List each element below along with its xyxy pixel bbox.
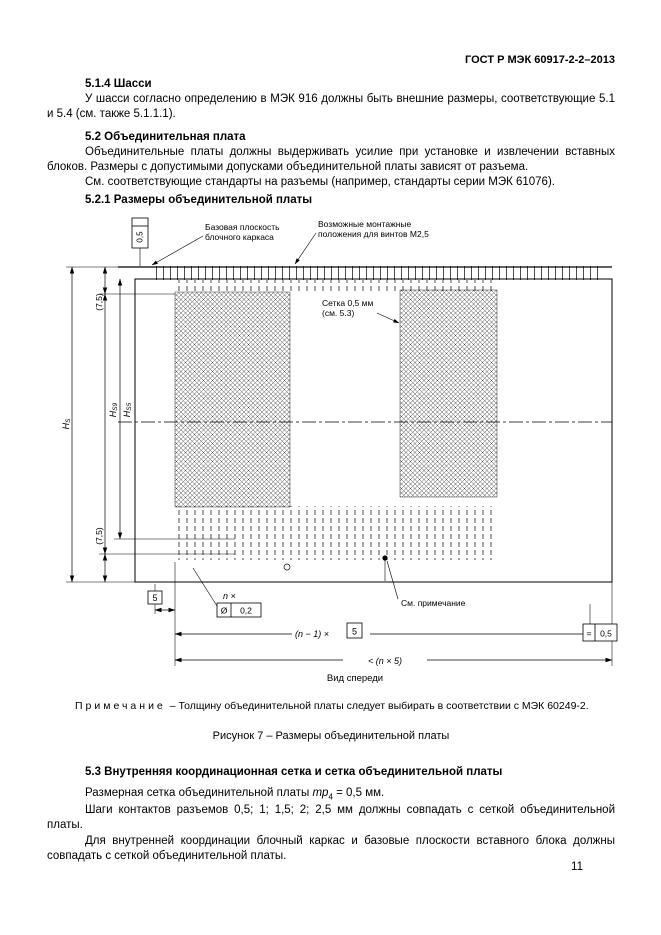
figure-7 (55, 214, 615, 692)
connector-zone-right (400, 290, 497, 497)
para-5-3-1 (47, 786, 615, 803)
dim-n-minus1-label (292, 623, 370, 641)
dim-lt-n5-label (343, 651, 427, 667)
figure-note (75, 700, 615, 714)
symmetry-symbol: = (586, 628, 592, 639)
mounting-label-line1: Возможные монтажные (318, 219, 412, 230)
dim-75-top-label: (7,5) (94, 293, 104, 312)
figure-caption: Рисунок 7 – Размеры объединительной платы (212, 730, 450, 743)
dim-5-value: 5 (152, 593, 158, 604)
heading-5-3: 5.3 Внутренняя координационная сетка и сетка объединительной платы (85, 766, 503, 779)
base-plane-label-line1: Базовая плоскость (205, 222, 280, 233)
note-text: – Толщину объединительной платы следует выбирать в соответствии с МЭК 60249-2. (169, 700, 589, 713)
n-times-label: n × (223, 591, 236, 602)
dim-5b-value: 5 (351, 626, 358, 637)
dim-hs9-label: $H_{S9}$ (108, 403, 119, 418)
note-point-marker (382, 556, 387, 561)
dim-hs5-label: $H_{S5}$ (122, 403, 133, 418)
para-5-3-1-value: = 0,5 мм. (332, 787, 385, 800)
mounting-positions-row (150, 266, 602, 280)
mp-variable: mp (312, 787, 329, 800)
top-tolerance-value: 0,5 (135, 231, 145, 243)
see-note-label: См. примечание (401, 598, 466, 609)
para-5-3-1-text: Размерная сетка объединительной платы (85, 787, 313, 800)
connector-zone-left (175, 292, 290, 507)
heading-5-2: 5.2 Объединительная плата (85, 130, 246, 143)
n-minus1-text: (n − 1) × (295, 629, 330, 640)
tolerance-frame-top (132, 218, 148, 248)
heading-5-2-1: 5.2.1 Размеры объединительной платы (85, 194, 313, 207)
dim-hs-label: $H_S$ (61, 418, 72, 430)
note-label: Примечание (75, 700, 166, 713)
diameter-value: 0,2 (240, 605, 252, 616)
grid-label-line2: (см. 5.3) (322, 308, 355, 319)
heading-5-1-4: 5.1.4 Шасси (85, 78, 152, 90)
hole-marker (284, 564, 290, 570)
mp-subscript: 4 (328, 792, 333, 802)
view-label: Вид спереди (326, 673, 384, 685)
para-5-3-2: Шаги контактов разъемов 0,5; 1; 1,5; 2; 2,5 мм должны совпадать с сеткой объединительной платы. (47, 803, 615, 832)
lt-n5-text: < (n × 5) (367, 656, 403, 667)
dim-5-frame (148, 591, 162, 604)
extension-lines (66, 267, 612, 666)
page-number: 11 (571, 861, 583, 873)
grid-columns-bottom (175, 506, 497, 560)
para-5-2-2: См. соответствующие стандарты на разъемы (например, стандарты серии МЭК 61076). (85, 176, 555, 189)
para-5-1-4: У шасси согласно определению в МЭК 916 должны быть внешние размеры, соответствующие 5.1 и 5.4 (см. также 5.1.1.1). (47, 93, 615, 121)
diameter-symbol: Ø (220, 605, 228, 616)
figure-7-drawing (55, 214, 625, 692)
symmetry-value: 0,5 (600, 628, 612, 639)
mounting-label-line2: положения для винтов М2,5 (318, 229, 429, 240)
para-5-3-3: Для внутренней координации блочный каркас и базовые плоскости вставного блока должны совпадать с сеткой объединительной платы. (47, 834, 615, 862)
symmetry-tolerance-frame (583, 624, 617, 641)
dim-75-bottom-label: (7,5) (94, 527, 104, 546)
diameter-tolerance-frame (217, 603, 261, 617)
para-5-2-1: Объединительные платы должны выдерживать усилие при установке и извлечении вставных блоков. Размеры с допустимыми допусками объединительной платы зависят от разъема. (47, 145, 615, 173)
doc-number: ГОСТ Р МЭК 60917-2-2–2013 (465, 54, 615, 66)
base-plane-label-line2: блочного каркаса (205, 232, 274, 243)
grid-label-line1: Сетка 0,5 мм (322, 298, 374, 309)
